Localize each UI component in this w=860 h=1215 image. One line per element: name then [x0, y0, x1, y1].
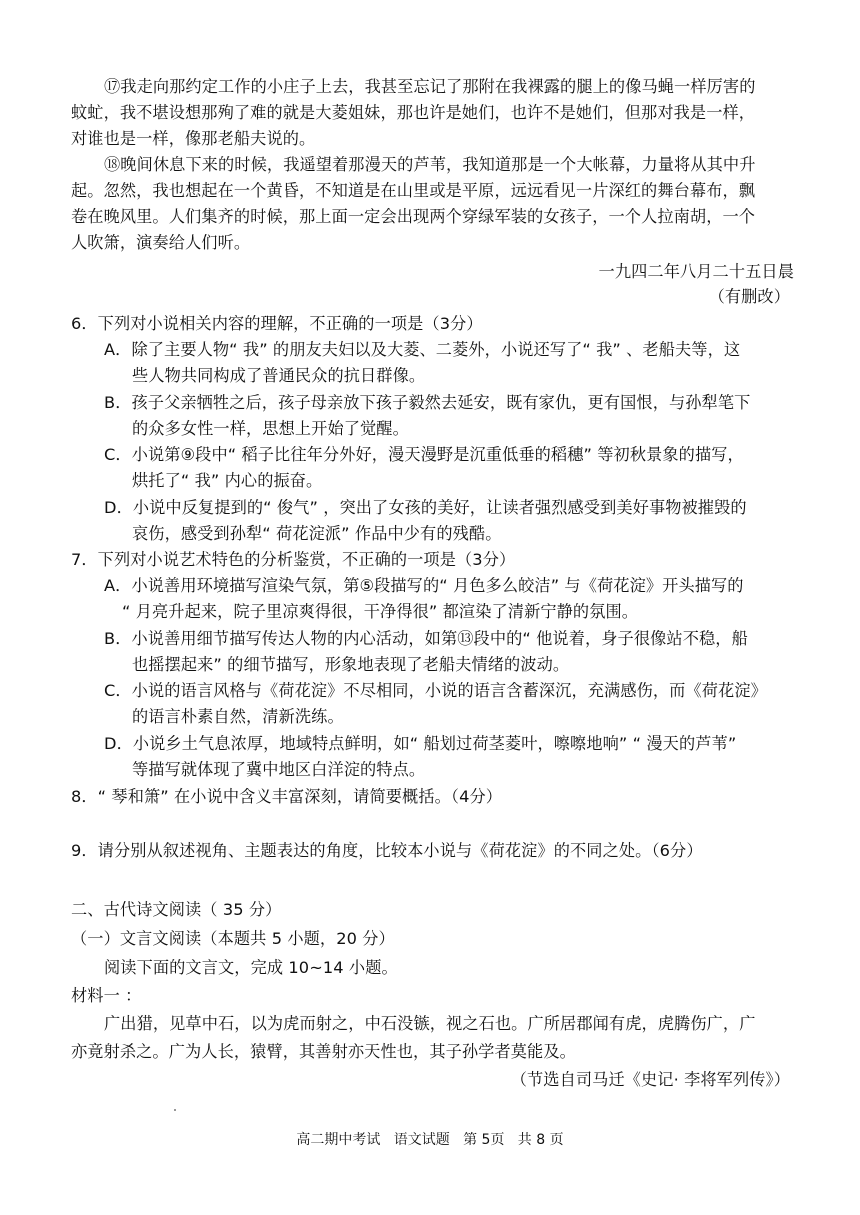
q6-option-d-line-1: D．小说中反复提到的“ 俊气” ，突出了女孩的美好，让读者强烈感受到美好事物被摧毁的	[104, 498, 747, 517]
p18-line-1: ⑱晚间休息下来的时候，我遥望着那漫天的芦苇，我知道那是一个大帐幕，力量将从其中升	[104, 155, 756, 174]
story-date: 一九四二年八月二十五日晨	[598, 262, 794, 281]
section-2-subtitle: （一）文言文阅读（本题共 5 小题，20 分）	[71, 929, 395, 948]
stray-dot	[174, 1109, 176, 1111]
q6-option-a-line-2: 些人物共同构成了普通民众的抗日群像。	[132, 366, 426, 385]
p17-line-1: ⑰我走向那约定工作的小庄子上去，我甚至忘记了那附在我裸露的腿上的像马蝇一样厉害的	[104, 77, 756, 96]
p18-line-3: 卷在晚风里。人们集齐的时候，那上面一定会出现两个穿绿军装的女孩子，一个人拉南胡，一个	[71, 207, 756, 226]
q6-option-b-line-2: 的众多女性一样，思想上开始了觉醒。	[132, 419, 409, 438]
section-2-intro: 阅读下面的文言文，完成 10~14 小题。	[104, 958, 398, 977]
p17-line-2: 蚊虻，我不堪设想那殉了难的就是大菱姐妹，那也许是她们，也许不是她们，但那对我是一样，	[71, 103, 756, 122]
q6-stem: 6．下列对小说相关内容的理解，不正确的一项是（3分）	[71, 314, 483, 333]
material-source: （节选自司马迁《史记· 李将军列传》）	[510, 1070, 790, 1089]
q7-option-a-line-1: A．小说善用环境描写渲染气氛，第⑤段描写的“ 月色多么皎洁” 与《荷花淀》开头描写的	[104, 576, 744, 595]
q6-option-a-line-1: A．除了主要人物“ 我” 的朋友夫妇以及大菱、二菱外，小说还写了“ 我” 、老船夫等，这	[104, 340, 741, 359]
p18-line-4: 人吹箫，演奏给人们听。	[71, 233, 251, 252]
q7-option-d-line-2: 等描写就体现了冀中地区白洋淀的特点。	[132, 760, 426, 779]
q7-option-b-line-2: 也摇摆起来” 的细节描写，形象地表现了老船夫情绪的波动。	[132, 655, 570, 674]
q9-stem: 9．请分别从叙述视角、主题表达的角度，比较本小说与《荷花淀》的不同之处。（6分）	[71, 841, 703, 860]
q7-stem: 7．下列对小说艺术特色的分析鉴赏，不正确的一项是（3分）	[71, 550, 516, 569]
page-footer: 高二期中考试 语文试题 第 5页 共 8 页	[296, 1132, 564, 1148]
q6-option-b-line-1: B．孩子父亲牺牲之后，孩子母亲放下孩子毅然去延安，既有家仇，更有国恨，与孙犁笔下	[104, 393, 751, 412]
q7-option-c-line-1: C．小说的语言风格与《荷花淀》不尽相同，小说的语言含蓄深沉，充满感伤，而《荷花淀》	[104, 681, 767, 700]
q7-option-c-line-2: 的语言朴素自然，清新洗练。	[132, 707, 344, 726]
material-label: 材料一 ：	[71, 986, 142, 1005]
q6-option-c-line-1: C．小说第⑨段中“ 稻子比往年分外好，漫天漫野是沉重低垂的稻穗” 等初秋景象的描写，	[104, 445, 744, 464]
q7-option-a-line-2: “ 月亮升起来，院子里凉爽得很，干净得很” 都渲染了清新宁静的氛围。	[122, 602, 639, 621]
q6-option-d-line-2: 哀伤，感受到孙犁“ 荷花淀派” 作品中少有的残酷。	[132, 524, 502, 543]
p18-line-2: 起。忽然，我也想起在一个黄昏，不知道是在山里或是平原，远远看见一片深红的舞台幕布，飘	[71, 181, 756, 200]
q7-option-b-line-1: B．小说善用细节描写传达人物的内心活动，如第⑬段中的“ 他说着，身子很像站不稳，船	[104, 629, 748, 648]
material-line-2: 亦竟射杀之。广为人长，猿臂，其善射亦天性也，其子孙学者莫能及。	[71, 1042, 576, 1061]
q8-stem: 8．“ 琴和箫” 在小说中含义丰富深刻，请简要概括。（4分）	[71, 787, 503, 806]
q6-option-c-line-2: 烘托了“ 我” 内心的振奋。	[132, 471, 323, 490]
material-line-1: 广出猎，见草中石，以为虎而射之，中石没镞，视之石也。广所居郡闻有虎，虎腾伤广，广	[104, 1014, 756, 1033]
p17-line-3: 对谁也是一样，像那老船夫说的。	[71, 129, 316, 148]
section-2-title: 二、古代诗文阅读（ 35 分）	[71, 900, 282, 919]
edit-note: （有删改）	[708, 287, 790, 306]
q7-option-d-line-1: D．小说乡土气息浓厚，地域特点鲜明，如“ 船划过荷茎菱叶，嚓嚓地响” “ 漫天的芦苇”	[104, 734, 737, 753]
